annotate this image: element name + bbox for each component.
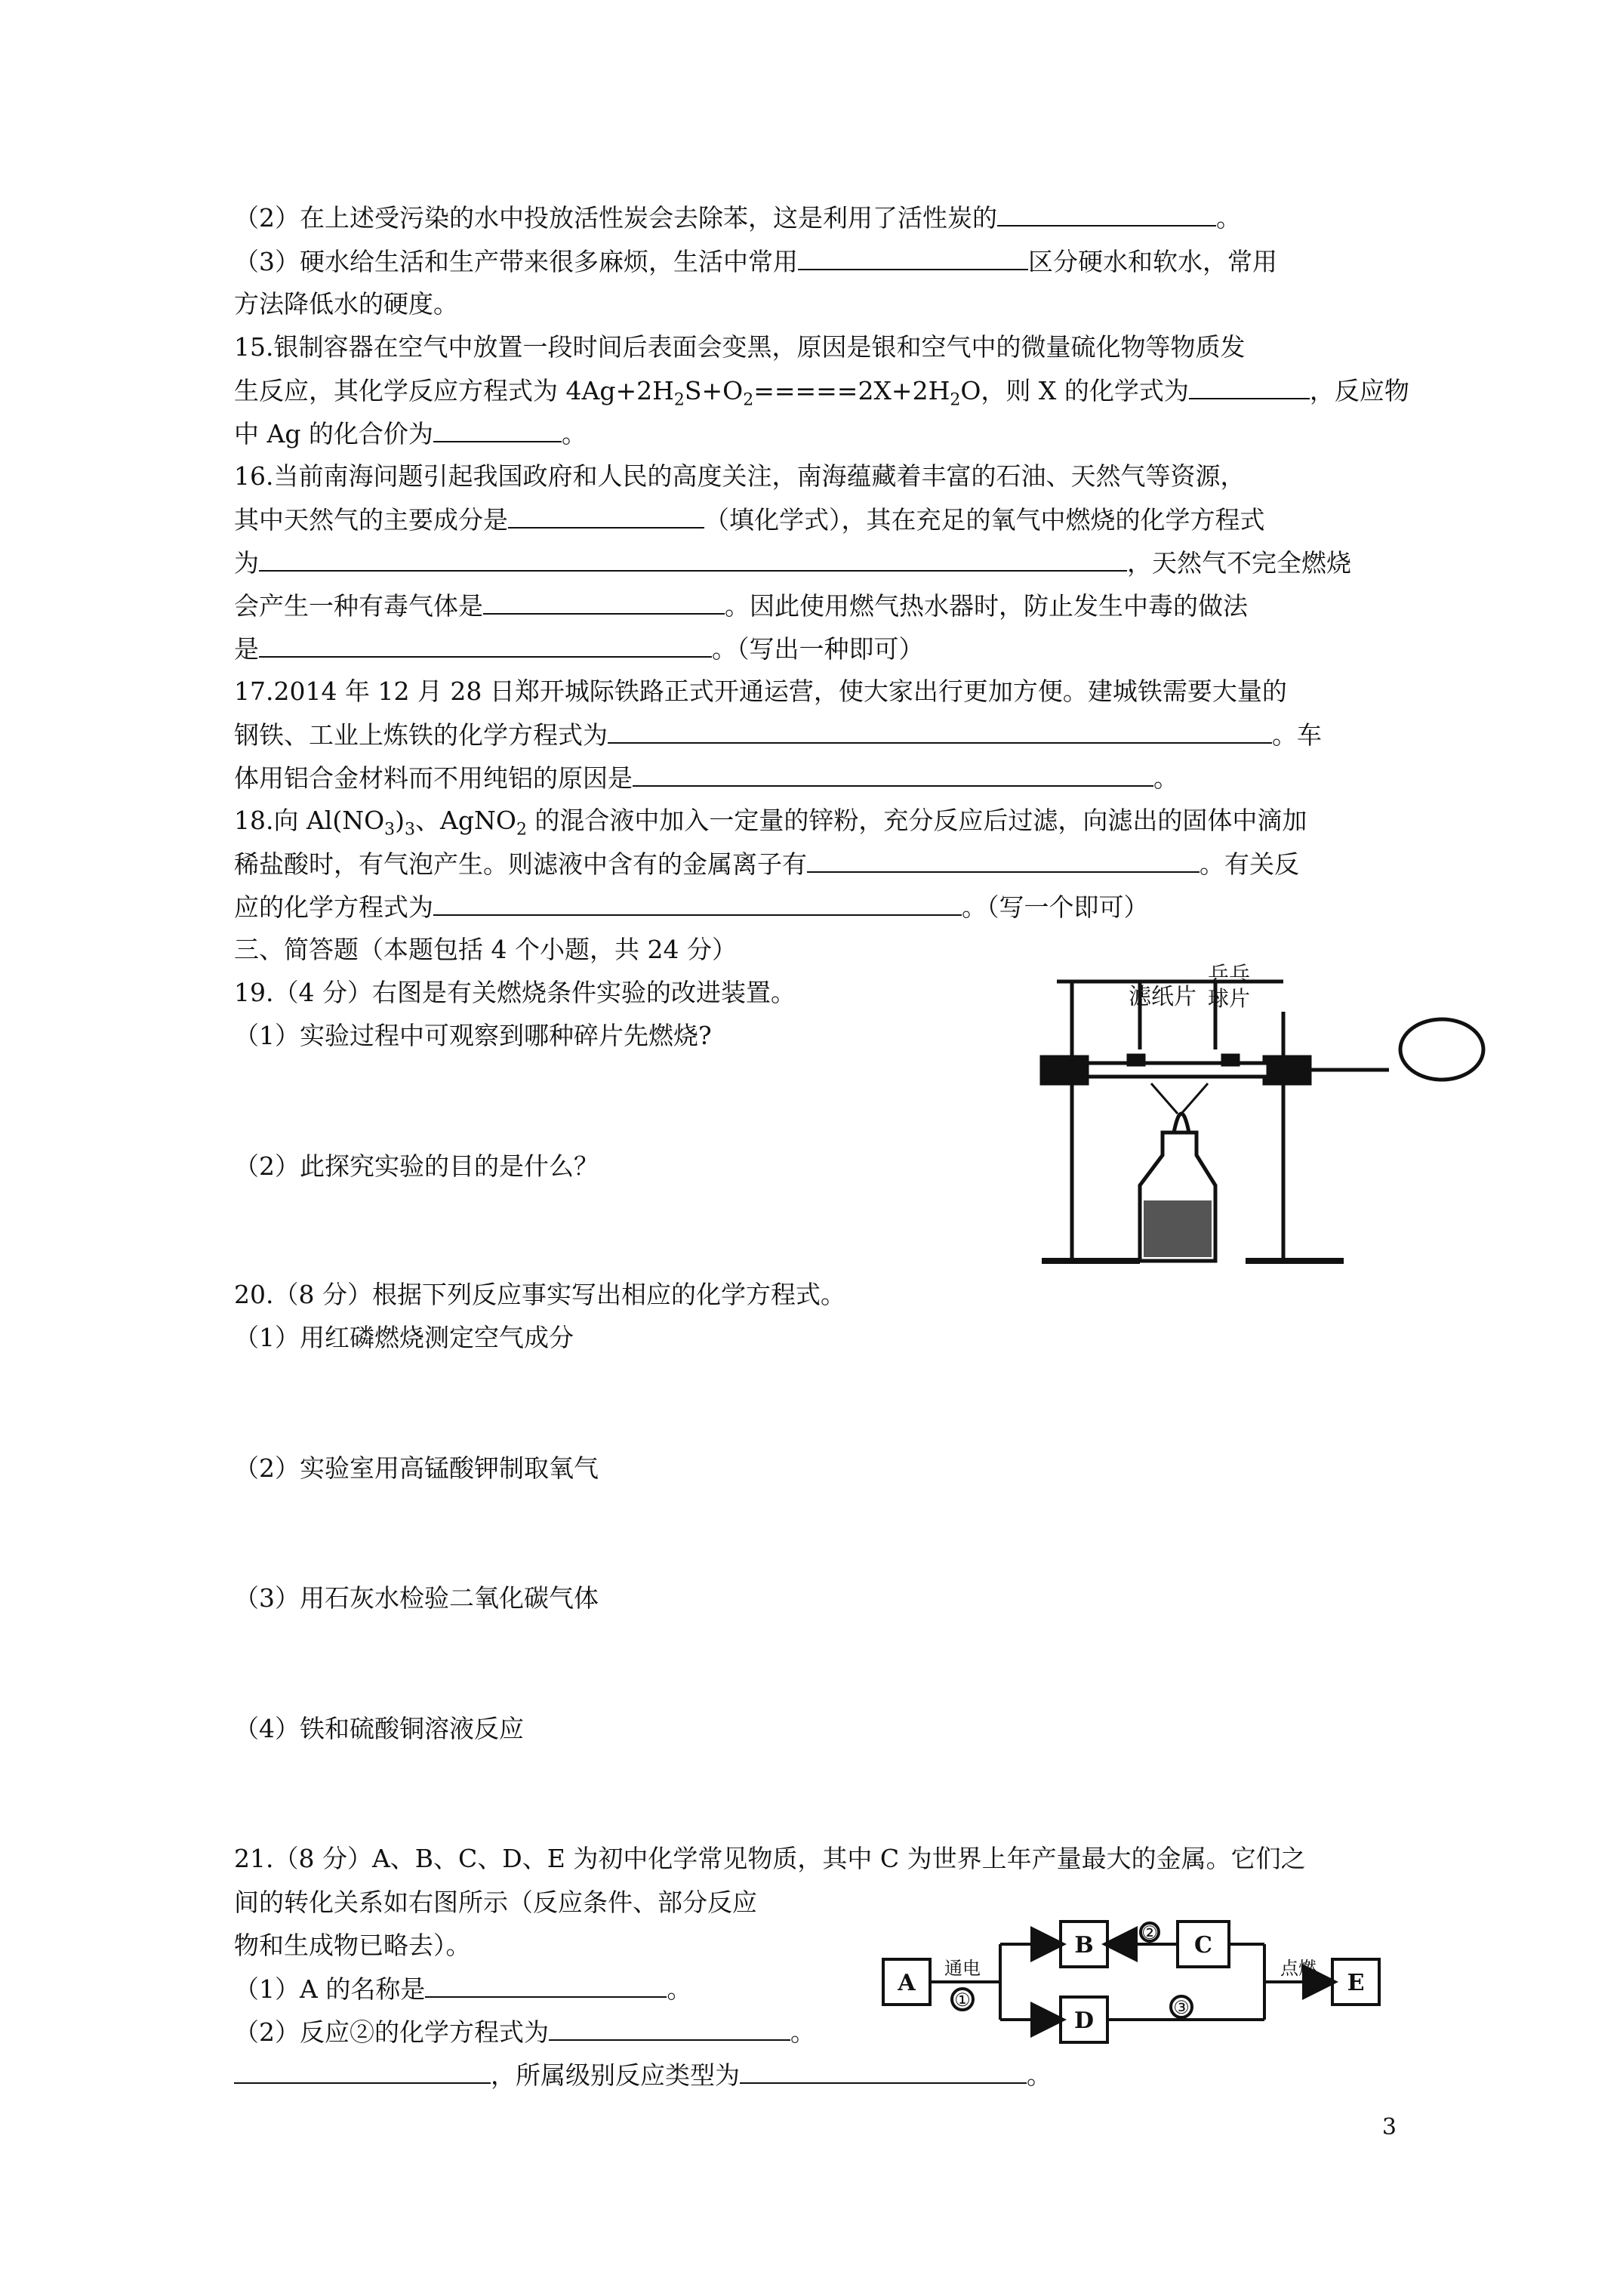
node-b: B [1074,1932,1094,1959]
answer-blank[interactable] [1189,375,1310,399]
node-a: A [898,1970,916,1996]
section-heading: 三、简答题（本题包括 4 个小题，共 24 分） [234,935,737,964]
q15-line1: 15.银制容器在空气中放置一段时间后表面会变黑，原因是银和空气中的微量硫化物等物质发 [234,332,1246,362]
q18-line2: 稀盐酸时，有气泡产生。则滤液中含有的金属离子有 。有关反 [234,849,1299,879]
conversion-diagram [879,1906,1423,2057]
answer-blank[interactable] [425,1974,667,1998]
q16-line1: 16.当前南海问题引起我国政府和人民的高度关注，南海蕴藏着丰富的石油、天然气等资源， [234,461,1246,491]
answer-blank[interactable] [807,849,1200,873]
node-c: C [1194,1932,1212,1959]
q14-part2: （2）在上述受污染的水中投放活性炭会去除苯，这是利用了活性炭的 。 [234,203,1241,233]
q19-part1: （1）实验过程中可观察到哪种碎片先燃烧? [234,1021,712,1050]
q15-line3: 中 Ag 的化合价为 。 [234,419,587,448]
q20-part1: （1）用红磷燃烧测定空气成分 [234,1323,574,1352]
q14-part3: （3）硬水给生活和生产带来很多麻烦，生活中常用 区分硬水和软水，常用 [234,247,1277,276]
q17-line1: 17.2014 年 12 月 28 日郑开城际铁路正式开通运营，使大家出行更加方便。建城铁需要大量的 [234,676,1287,706]
answer-blank[interactable] [997,202,1216,227]
answer-blank[interactable] [798,246,1028,270]
answer-blank[interactable] [433,418,562,442]
q17-line3: 体用铝合金材料而不用纯铝的原因是 。 [234,763,1178,793]
answer-blank[interactable] [259,547,1127,572]
node-e: E [1347,1970,1365,1996]
q20-part4: （4）铁和硫酸铜溶液反应 [234,1714,524,1743]
combustion-apparatus-figure [1027,959,1495,1284]
q16-line4: 会产生一种有毒气体是 。因此使用燃气热水器时，防止发生中毒的做法 [234,591,1248,621]
q16-line5: 是 。（写出一种即可） [234,634,924,664]
q21-part3: ，所属级别反应类型为 。 [234,2060,1052,2091]
answer-blank[interactable] [234,2060,491,2084]
q21-line2: 间的转化关系如右图所示（反应条件、部分反应 [234,1888,757,1917]
q14-part3-cont: 方法降低水的硬度。 [234,289,458,319]
answer-blank[interactable] [549,2017,790,2041]
edge-label-electrolysis: 通电 [944,1958,981,1979]
page-number: 3 [1381,2114,1397,2140]
q15-line2: 生反应，其化学反应方程式为 $4Ag+2H_2S+O_2=====2X+2H_2O$，则 X 的化学式为 ，反应物 [234,376,1409,410]
q21-line1: 21.（8 分）A、B、C、D、E 为初中化学常见物质，其中 C 为世界上年产量最大的金属。它们之 [234,1844,1306,1873]
answer-blank[interactable] [259,633,712,658]
q19-title: 19.（4 分）右图是有关燃烧条件实验的改进装置。 [234,978,796,1007]
q18-line3: 应的化学方程式为 。（写一个即可） [234,892,1149,922]
fig-label-filter-paper: 滤纸片 [1129,984,1196,1010]
q21-part2: （2）反应②的化学方程式为 。 [234,2017,815,2047]
q16-line2: 其中天然气的主要成分是 （填化学式），其在充足的氧气中燃烧的化学方程式 [234,505,1265,535]
q20-part3: （3）用石灰水检验二氧化碳气体 [234,1583,599,1613]
answer-blank[interactable] [433,892,962,916]
q16-line3: 为 ，天然气不完全燃烧 [234,548,1351,578]
fig-label-pingpong-1: 乒乓 [1208,962,1251,987]
q20-part2: （2）实验室用高锰酸钾制取氧气 [234,1453,599,1483]
q17-line2: 钢铁、工业上炼铁的化学方程式为 。车 [234,720,1322,750]
q18-line1: 18.向 $Al(NO_3)_3$、AgNO$_2$ 的混合液中加入一定量的锌粉，充分反应后过滤，向滤出的固体中滴加 [234,806,1307,840]
mark-1: ① [954,1989,971,2011]
q20-title: 20.（8 分）根据下列反应事实写出相应的化学方程式。 [234,1280,845,1309]
answer-blank[interactable] [608,720,1272,744]
q21-line3: 物和生成物已略去）。 [234,1931,471,1960]
node-d: D [1073,2008,1095,2034]
answer-blank[interactable] [508,504,704,529]
answer-blank[interactable] [483,590,725,615]
edge-label-ignite: 点燃 [1280,1958,1317,1979]
q19-part2: （2）此探究实验的目的是什么？ [234,1151,599,1181]
mark-3: ③ [1173,1997,1190,2018]
q21-part1: （1）A 的名称是 。 [234,1974,692,2004]
answer-blank[interactable] [740,2060,1027,2084]
answer-blank[interactable] [633,763,1153,787]
mark-2: ② [1141,1922,1158,1943]
fig-label-pingpong-2: 球片 [1208,986,1251,1011]
